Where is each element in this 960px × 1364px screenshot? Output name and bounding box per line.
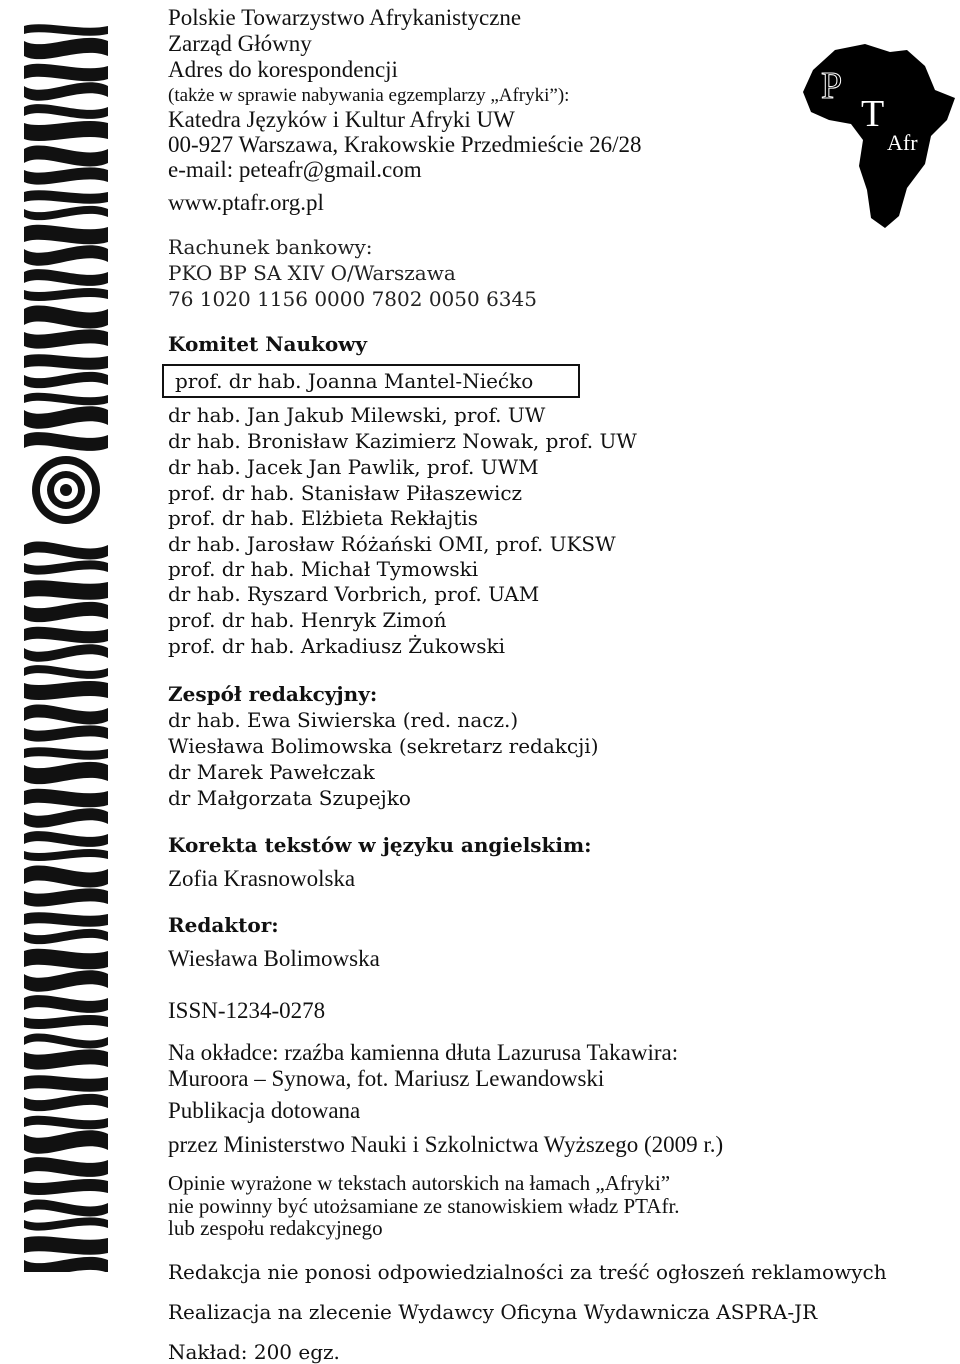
proofreading-heading: Korekta tekstów w języku angielskim:	[168, 833, 592, 857]
editor-name: Wiesława Bolimowska	[168, 946, 380, 971]
address-label: Adres do korespondencji	[168, 57, 398, 82]
email: e-mail: peteafr@gmail.com	[168, 157, 422, 182]
bank-name: PKO BP SA XIV O/Warszawa	[168, 261, 456, 285]
funding-line: przez Ministerstwo Nauki i Szkolnictwa Wyższego (2009 r.)	[168, 1132, 724, 1157]
committee-member: prof. dr hab. Arkadiusz Żukowski	[168, 634, 505, 658]
funding-line: Publikacja dotowana	[168, 1098, 361, 1123]
disclaimer-line: lub zespołu redakcyjnego	[168, 1216, 383, 1240]
committee-member: dr hab. Jan Jakub Milewski, prof. UW	[168, 403, 546, 427]
cover-line: Muroora – Synowa, fot. Mariusz Lewandowski	[168, 1066, 605, 1091]
committee-member: dr hab. Ryszard Vorbrich, prof. UAM	[168, 582, 540, 606]
editorial-member: dr hab. Ewa Siwierska (red. nacz.)	[168, 708, 519, 732]
committee-heading: Komitet Naukowy	[168, 332, 368, 356]
proofreading-name: Zofia Krasnowolska	[168, 866, 356, 891]
bank-label: Rachunek bankowy:	[168, 235, 373, 259]
committee-member: dr hab. Jarosław Różański OMI, prof. UKSW	[168, 532, 616, 556]
cover-line: Na okładce: rzaźba kamienna dłuta Lazurusa Takawira:	[168, 1040, 679, 1065]
editorial-heading: Zespół redakcyjny:	[168, 682, 378, 706]
disclaimer-line: nie powinny być utożsamiane ze stanowiskiem władz PTAfr.	[168, 1194, 680, 1218]
logo-letters-afr: Afr	[887, 130, 918, 155]
board-name: Zarząd Główny	[168, 31, 312, 56]
zebra-pattern-strip-icon	[22, 20, 110, 1272]
org-name: Polskie Towarzystwo Afrykanistyczne	[168, 5, 522, 30]
editorial-member: dr Marek Pawełczak	[168, 760, 375, 784]
issn: ISSN-1234-0278	[168, 998, 326, 1023]
editorial-member: Wiesława Bolimowska (sekretarz redakcji)	[168, 734, 599, 758]
website: www.ptafr.org.pl	[168, 190, 324, 215]
committee-member: prof. dr hab. Stanisław Piłaszewicz	[168, 481, 523, 505]
rose-spiral-icon	[32, 456, 100, 524]
committee-member: prof. dr hab. Michał Tymowski	[168, 557, 479, 581]
editor-heading: Redaktor:	[168, 913, 279, 937]
editorial-member: dr Małgorzata Szupejko	[168, 786, 411, 810]
print-run: Nakład: 200 egz.	[168, 1340, 340, 1364]
department: Katedra Języków i Kultur Afryki UW	[168, 107, 515, 132]
logo-letter-t: T	[861, 93, 885, 135]
committee-member: dr hab. Bronisław Kazimierz Nowak, prof. UW	[168, 429, 637, 453]
publisher-note: Realizacja na zlecenie Wydawcy Oficyna Wydawnicza ASPRA-JR	[168, 1300, 818, 1324]
ads-note: Redakcja nie ponosi odpowiedzialności za treść ogłoszeń reklamowych	[168, 1260, 887, 1284]
committee-chair: prof. dr hab. Joanna Mantel-Niećko	[175, 369, 534, 393]
committee-member: prof. dr hab. Elżbieta Rekłajtis	[168, 506, 479, 530]
ptafr-logo	[795, 40, 960, 230]
logo-letter-p: P	[821, 65, 843, 107]
disclaimer-line: Opinie wyrażone w tekstach autorskich na łamach „Afryki”	[168, 1171, 671, 1195]
address-note: (także w sprawie nabywania egzemplarzy „Afryki”):	[168, 85, 570, 106]
bank-account: 76 1020 1156 0000 7802 0050 6345	[168, 287, 537, 311]
committee-member: prof. dr hab. Henryk Zimoń	[168, 608, 447, 632]
committee-member: dr hab. Jacek Jan Pawlik, prof. UWM	[168, 455, 539, 479]
street-address: 00-927 Warszawa, Krakowskie Przedmieście 26/28	[168, 132, 642, 157]
